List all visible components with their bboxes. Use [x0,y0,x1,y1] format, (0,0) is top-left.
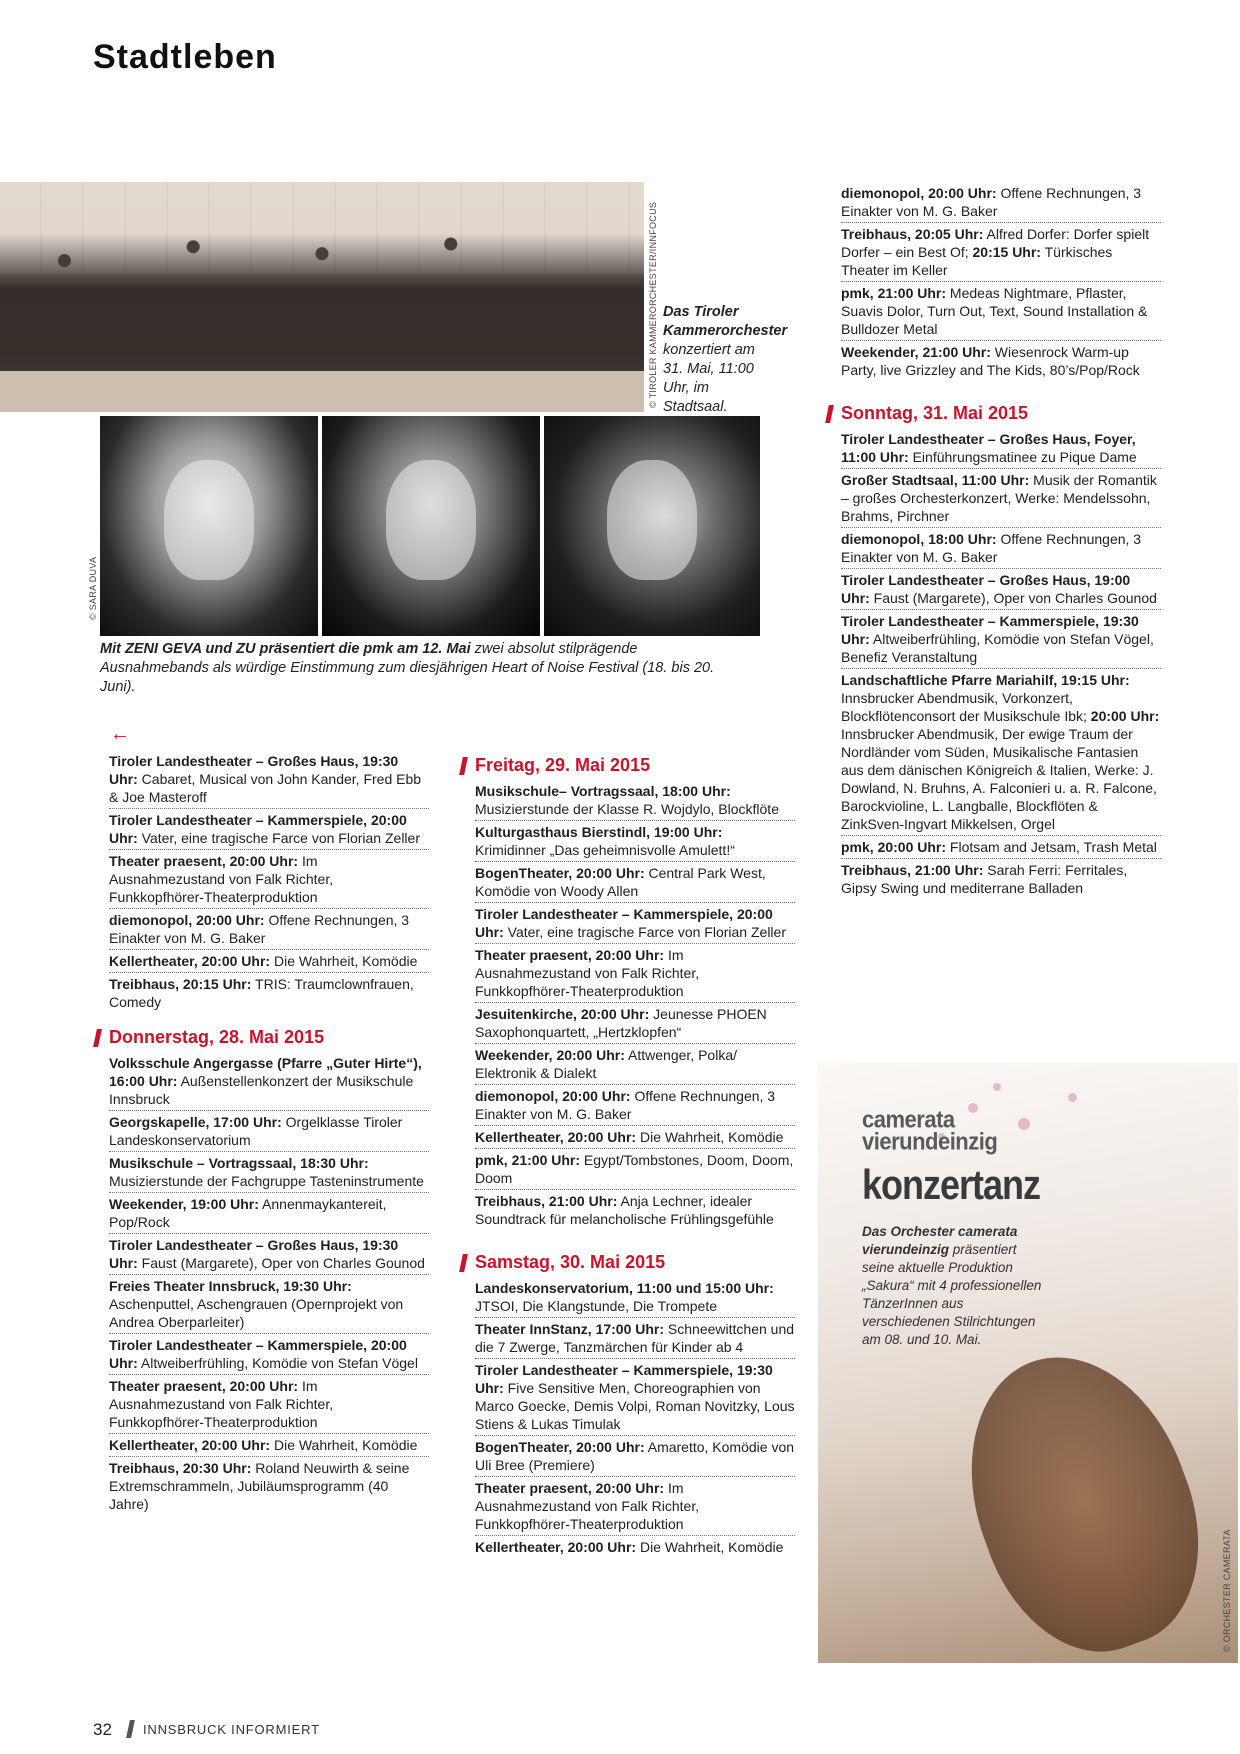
magazine-name: INNSBRUCK INFORMIERT [143,1722,320,1737]
ad-title: konzertanz [862,1161,1041,1209]
event-entry: Landeskonservatorium, 11:00 und 15:00 Uhr: JTSOI, Die Klangstunde, Die Trompete [475,1279,795,1318]
event-entry: diemonopol, 20:00 Uhr: Offene Rechnungen, 3 Einakter von M. G. Baker [841,184,1161,223]
page-number: 32 [93,1720,112,1739]
event-entry: Kulturgasthaus Bierstindl, 19:00 Uhr: Krimidinner „Das geheimnisvolle Amulett!“ [475,823,795,862]
event-entry: Landschaftliche Pfarre Mariahilf, 19:15 Uhr: Innsbrucker Abendmusik, Vorkonzert, Blockflötenconsort der Musikschule Ibk; 20:00 Uhr: Innsbrucker Abendmusik, Der ewige Traum der Nordländer vom Süden, Musikalische Fantasien aus dem dänischen Königreich & Italien, Werke: J. Dowland, N. Bruhns, A. Falconieri u. a. R. Falcone, Barockvioline, L. Langballe, Blockflöten & ZinkSven-Ingvart Mikkelsen, Orgel [841,671,1161,836]
event-entry: Theater praesent, 20:00 Uhr: Im Ausnahmezustand von Falk Richter, Funkkopfhörer-Theaterproduktion [109,852,429,909]
event-entry: BogenTheater, 20:00 Uhr: Central Park West, Komödie von Woody Allen [475,864,795,903]
violin-image [933,1326,1233,1663]
continued-arrow-icon: ← [110,723,130,745]
zeni-geva-caption: Mit ZENI GEVA und ZU präsentiert die pmk am 12. Mai zwei absolut stilprägende Ausnahmebands als würdige Einstimmung zum diesjährigen Heart of Noise Festival (18. bis 20. Juni). [100,641,715,695]
event-entry: Georgskapelle, 17:00 Uhr: Orgelklasse Tiroler Landeskonservatorium [109,1113,429,1152]
event-entry: Musikschule– Vortragssaal, 18:00 Uhr: Musizierstunde der Klasse R. Wojdylo, Blockflöte [475,782,795,821]
event-entry: Jesuitenkirche, 20:00 Uhr: Jeunesse PHOEN Saxophonquartett, „Hertzklopfen“ [475,1005,795,1044]
event-entry: Treibhaus, 20:30 Uhr: Roland Neuwirth & seine Extremschrammeln, Jubiläumsprogramm (40 Jahre) [109,1460,410,1512]
event-entry: Theater InnStanz, 17:00 Uhr: Schneewittchen und die 7 Zwerge, Tanzmärchen für Kinder ab 4 [475,1320,795,1359]
event-entry: Kellertheater, 20:00 Uhr: Die Wahrheit, Komödie [475,1539,784,1555]
event-entry: Kellertheater, 20:00 Uhr: Die Wahrheit, Komödie [109,952,429,973]
event-entry: Theater praesent, 20:00 Uhr: Im Ausnahmezustand von Falk Richter, Funkkopfhörer-Theaterproduktion [475,946,795,1003]
events-column-1 [109,752,429,1529]
orchestra-photo-credit: © TIROLER KAMMERORCHESTER/INNFOCUS [648,201,658,408]
event-entry: Tiroler Landestheater – Kammerspiele, 20:00 Uhr: Vater, eine tragische Farce von Florian Zeller [109,811,429,850]
event-entry: diemonopol, 20:00 Uhr: Offene Rechnungen, 3 Einakter von M. G. Baker [475,1087,795,1126]
events-column-2 [475,755,795,1572]
event-entry: Treibhaus, 20:15 Uhr: TRIS: Traumclownfrauen, Comedy [109,976,414,1010]
event-entry: pmk, 21:00 Uhr: Medeas Nightmare, Pflaster, Suavis Dolor, Turn Out, Text, Sound Installation & Bulldozer Metal [841,284,1161,341]
portrait-photo-2 [322,416,540,636]
event-entry: diemonopol, 20:00 Uhr: Offene Rechnungen, 3 Einakter von M. G. Baker [109,911,429,950]
event-entry: Theater praesent, 20:00 Uhr: Im Ausnahmezustand von Falk Richter, Funkkopfhörer-Theaterproduktion [109,1377,429,1434]
event-entry: Musikschule – Vortragssaal, 18:30 Uhr: Musizierstunde der Fachgruppe Tasteninstrumente [109,1154,429,1193]
portraits-photo-credit: © SARA DUVA [88,556,98,620]
ad-text: Das Orchester camerata vierundeinzig präsentiert seine aktuelle Produktion „Sakura“ mit 4 professionellen TänzerInnen aus verschiedenen Stilrichtungen am 08. und 10. Mai. [862,1224,1042,1347]
event-entry: Weekender, 21:00 Uhr: Wiesenrock Warm-up Party, live Grizzley and The Kids, 80’s/Pop/Rock [841,344,1140,378]
event-entry: Weekender, 20:00 Uhr: Attwenger, Polka/ Elektronik & Dialekt [475,1046,795,1085]
day-heading: Samstag, 30. Mai 2015 [461,1252,795,1273]
day-heading: Sonntag, 31. Mai 2015 [827,403,1161,424]
event-entry: pmk, 20:00 Uhr: Flotsam and Jetsam, Trash Metal [841,838,1161,859]
portrait-photo-1 [100,416,318,636]
event-entry: Tiroler Landestheater – Kammerspiele, 20:00 Uhr: Altweiberfrühling, Komödie von Stefan Vögel [109,1336,429,1375]
day-heading: Donnerstag, 28. Mai 2015 [95,1027,429,1048]
event-entry: Freies Theater Innsbruck, 19:30 Uhr: Aschenputtel, Aschengrauen (Opernprojekt von Andrea Oberparleiter) [109,1277,429,1334]
event-entry: Tiroler Landestheater – Großes Haus, 19:30 Uhr: Faust (Margarete), Oper von Charles Gounod [109,1236,429,1275]
page-title: Stadtleben [93,38,277,76]
event-entry: Kellertheater, 20:00 Uhr: Die Wahrheit, Komödie [109,1436,429,1457]
event-entry: Tiroler Landestheater – Großes Haus, Foyer, 11:00 Uhr: Einführungsmatinee zu Pique Dame [841,430,1161,469]
event-entry: diemonopol, 18:00 Uhr: Offene Rechnungen, 3 Einakter von M. G. Baker [841,530,1161,569]
event-entry: Treibhaus, 21:00 Uhr: Anja Lechner, idealer Soundtrack für melancholische Frühlingsgefühle [475,1193,774,1227]
ad-photo-credit: © ORCHESTER CAMERATA [1222,1529,1232,1652]
event-entry: Weekender, 19:00 Uhr: Annenmaykantereit, Pop/Rock [109,1195,429,1234]
event-entry: Theater praesent, 20:00 Uhr: Im Ausnahmezustand von Falk Richter, Funkkopfhörer-Theaterproduktion [475,1479,795,1536]
event-entry: Volksschule Angergasse (Pfarre „Guter Hirte“), 16:00 Uhr: Außenstellenkonzert der Musikschule Innsbruck [109,1054,429,1111]
event-entry: Tiroler Landestheater – Großes Haus, 19:30 Uhr: Cabaret, Musical von John Kander, Fred Ebb & Joe Masteroff [109,752,429,809]
event-entry: Tiroler Landestheater – Kammerspiele, 19:30 Uhr: Five Sensitive Men, Choreographien von Marco Goecke, Demis Volpi, Roman Novitzky, Lous Stiens & Lukas Timulak [475,1361,795,1436]
event-entry: Großer Stadtsaal, 11:00 Uhr: Musik der Romantik – großes Orchesterkonzert, Werke: Mendelssohn, Brahms, Pirchner [841,471,1161,528]
event-entry: BogenTheater, 20:00 Uhr: Amaretto, Komödie von Uli Bree (Premiere) [475,1438,795,1477]
event-entry: Kellertheater, 20:00 Uhr: Die Wahrheit, Komödie [475,1128,795,1149]
camerata-ad [818,1063,1238,1663]
events-column-3 [841,184,1161,913]
event-entry: pmk, 21:00 Uhr: Egypt/Tombstones, Doom, Doom, Doom [475,1151,795,1190]
event-entry: Treibhaus, 21:00 Uhr: Sarah Ferri: Ferritales, Gipsy Swing und mediterrane Balladen [841,862,1128,896]
orchestra-photo [0,182,644,412]
portrait-photo-3 [544,416,760,636]
event-entry: Treibhaus, 20:05 Uhr: Alfred Dorfer: Dorfer spielt Dorfer – ein Best Of; 20:15 Uhr: Türkisches Theater im Keller [841,225,1161,282]
event-entry: Tiroler Landestheater – Kammerspiele, 20:00 Uhr: Vater, eine tragische Farce von Florian Zeller [475,905,795,944]
event-entry: Tiroler Landestheater – Kammerspiele, 19:30 Uhr: Altweiberfrühling, Komödie von Stefan Vögel, Benefiz Veranstaltung [841,612,1161,669]
ad-brand: camerata vierundeinzig [862,1105,998,1156]
event-entry: Tiroler Landestheater – Großes Haus, 19:00 Uhr: Faust (Margarete), Oper von Charles Gounod [841,571,1161,610]
day-heading: Freitag, 29. Mai 2015 [461,755,795,776]
orchestra-caption: Das Tiroler Kammerorchester konzertiert am 31. Mai, 11:00 Uhr, im Stadtsaal. [663,304,788,415]
